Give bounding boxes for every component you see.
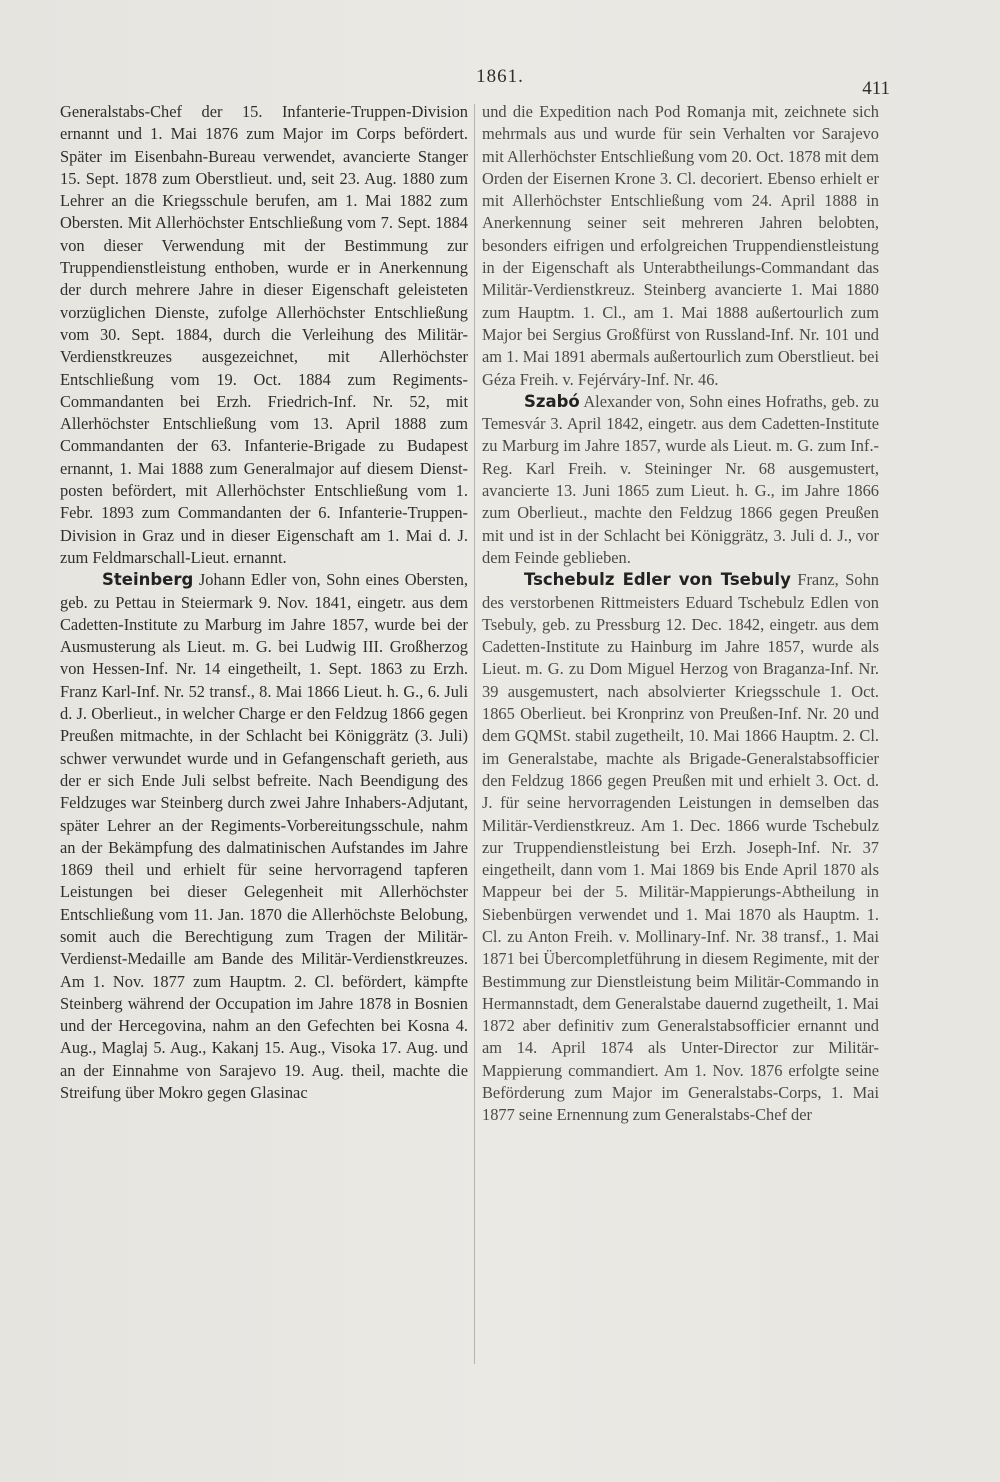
entry-szabo — [482, 391, 879, 569]
entry-name-tschebulz: Tschebulz Edler von Tsebuly — [524, 570, 791, 590]
entry-steinberg — [60, 569, 468, 1104]
entry-text-tschebulz: Franz, Sohn des verstorbenen Rittmeisters Eduard Tschebulz Edlen von Tsebuly, geb. zu Pressburg 12. Dec. 1842, eingetr. aus dem Cadetten-Institute zu Hainburg im Jahre 1857, wurde als Lieut. m. G. zu Dom Miguel Herzog von Braganza-Inf. Nr. 39 ausgemustert, nach absolvierter Kriegsschule 1. Oct. 1865 Oberlieut. bei Kronprinz von Preußen-Inf. Nr. 20 und dem GQMSt. stabil zugetheilt, 10. Mai 1866 Hauptm. 2. Cl. im Generalstabe, machte als Brigade-Generalstabsofficier den Feldzug 1866 gegen Preußen mit und erhielt 3. Oct. d. J. für seine hervorragenden Leistungen in demselben das Militär-Verdienstkreuz. Am 1. Dec. 1866 wurde Tschebulz zur Truppendienstleistung bei Erzh. Joseph-Inf. Nr. 37 eingetheilt, dann vom 1. Mai 1869 bis Ende April 1870 als Mappeur bei der 5. Militär-Mappierungs-Abtheilung in Siebenbürgen verwendet und 1. Mai 1870 als Hauptm. 1. Cl. zu Anton Freih. v. Mollinary-Inf. Nr. 38 transf., 1. Mai 1871 bei Übercompletführung in diesem Regimente, mit der Bestimmung zur Dienstleistung beim Militär-Commando in Hermannstadt, dem Generalstabe dauernd zugetheilt, 1. Mai 1872 aber definitiv zum Generalstabsofficier ernannt und am 14. April 1874 als Unter-Director zur Militär-Mappierung commandiert. Am 1. Nov. 1876 erfolgte seine Beförderung zum Major im Generalstabs-Corps, 1. Mai 1877 seine Ernennung zum Generalstabs-Chef der — [482, 570, 879, 1125]
entry-name-szabo: Szabó — [524, 391, 580, 411]
continuation-paragraph: Generalstabs-Chef der 15. Infanterie-Truppen-Division ernannt und 1. Mai 1876 zum Major im Corps befördert. Später im Eisenbahn-Bureau verwendet, avancierte Stanger 15. Sept. 1878 zum Oberstlieut. und, seit 23. Aug. 1880 zum Lehrer an die Kriegsschule berufen, am 1. Mai 1882 zum Obersten. Mit Allerhöchster Entschließung vom 7. Sept. 1884 von dieser Verwendung mit der Bestimmung zur Truppendienstleistung enthoben, wurde er in Anerkennung der durch mehrere Jahre in dieser Eigenschaft geleisteten vorzüglichen Dienste, zufolge Allerhöchster Entschließung vom 30. Sept. 1884, durch die Verleihung des Militär-Verdienstkreuzes ausgezeichnet, mit Allerhöchster Entschließung vom 19. Oct. 1884 zum Regiments-Commandanten bei Erzh. Friedrich-Inf. Nr. 52, mit Allerhöchster Entschließung vom 13. April 1888 zum Commandanten der 63. Infanterie-Brigade zu Budapest ernannt, 1. Mai 1888 zum Generalmajor auf diesem Dienstposten befördert, mit Allerhöchster Entschließung vom 1. Febr. 1893 zum Commandanten der 6. Infanterie-Truppen-Division in Graz und in dieser Eigenschaft am 1. Mai d. J. zum Feldmarschall-Lieut. ernannt. — [60, 102, 468, 567]
running-header-year: 1861. — [476, 66, 524, 87]
right-column — [482, 101, 879, 1127]
entry-text-szabo: Alexander von, Sohn eines Hofraths, geb. zu Temesvár 3. April 1842, eingetr. aus dem Cadetten-Institute zu Marburg im Jahre 1857, wurde als Lieut. m. G. zum Inf.-Reg. Karl Freih. v. Steininger Nr. 68 ausgemustert, avancierte 13. Juni 1865 zum Lieut. h. G., im Jahre 1866 zum Oberlieut., machte den Feldzug 1866 gegen Preußen mit und ist in der Schlacht bei Königgrätz, 3. Juli d. J., vor dem Feinde geblieben. — [482, 391, 879, 567]
column-divider — [474, 104, 475, 1364]
entry-name-steinberg: Steinberg — [102, 570, 194, 590]
left-column — [60, 101, 468, 1104]
page-number: 411 — [862, 78, 890, 99]
entry-text-steinberg: Johann Edler von, Sohn eines Obersten, geb. zu Pettau in Steiermark 9. Nov. 1841, eingetr. aus dem Cadetten-Institute zu Marburg im Jahre 1857, wurde bei der Ausmusterung als Lieut. m. G. bei Ludwig III. Großherzog von Hessen-Inf. Nr. 14 eingetheilt, 1. Sept. 1863 zu Erzh. Franz Karl-Inf. Nr. 52 transf., 8. Mai 1866 Lieut. h. G., 6. Juli d. J. Oberlieut., in welcher Charge er den Feldzug 1866 gegen Preußen mitmachte, in der Schlacht bei Königgrätz (3. Juli) schwer verwundet wurde und in Gefangenschaft gerieth, aus der er sich Ende Juli selbst befreite. Nach Beendigung des Feldzuges war Steinberg durch zwei Jahre Inhabers-Adjutant, später Lehrer an der Regiments-Vorbereitungsschule, nahm an der Bekämpfung des dalmatinischen Aufstandes im Jahre 1869 theil und erhielt für seine hervorragend tapferen Leistungen bei dieser Gelegenheit mit Allerhöchster Entschließung vom 11. Jan. 1870 die Allerhöchste Belobung, somit auch die Berechtigung zum Tragen der Militär-Verdienst-Medaille am Bande des Militär-Verdienstkreuzes. Am 1. Nov. 1877 zum Hauptm. 2. Cl. befördert, kämpfte Steinberg während der Occupation im Jahre 1878 in Bosnien und der Hercegovina, nahm an den Gefechten bei Kosna 4. Aug., Maglaj 5. Aug., Kakanj 15. Aug., Visoka 17. Aug. und an der Einnahme von Sarajevo 19. Aug. theil, machte die Streifung über Mokro gegen Glasinac — [60, 570, 468, 1103]
entry-tschebulz — [482, 569, 879, 1126]
continuation-paragraph-right: und die Expedition nach Pod Romanja mit, zeichnete sich mehrmals aus und wurde für sein Verhalten vor Sarajevo mit Allerhöchster Entschließung vom 20. Oct. 1878 mit dem Orden der Eisernen Krone 3. Cl. decoriert. Ebenso erhielt er mit Allerhöchster Entschließung vom 24. April 1888 in Anerkennung seiner seit mehreren Jahren belobten, besonders eifrigen und erfolgreichen Truppendienstleistung in der Eigenschaft als Unterabtheilungs-Commandant das Militär-Verdienstkreuz. Steinberg avancierte 1. Mai 1880 zum Hauptm. 1. Cl., am 1. Mai 1888 außertourlich zum Major bei Sergius Großfürst von Russland-Inf. Nr. 101 und am 1. Mai 1891 abermals außertourlich zum Oberstlieut. bei Géza Freih. v. Fejérváry-Inf. Nr. 46. — [482, 102, 879, 389]
